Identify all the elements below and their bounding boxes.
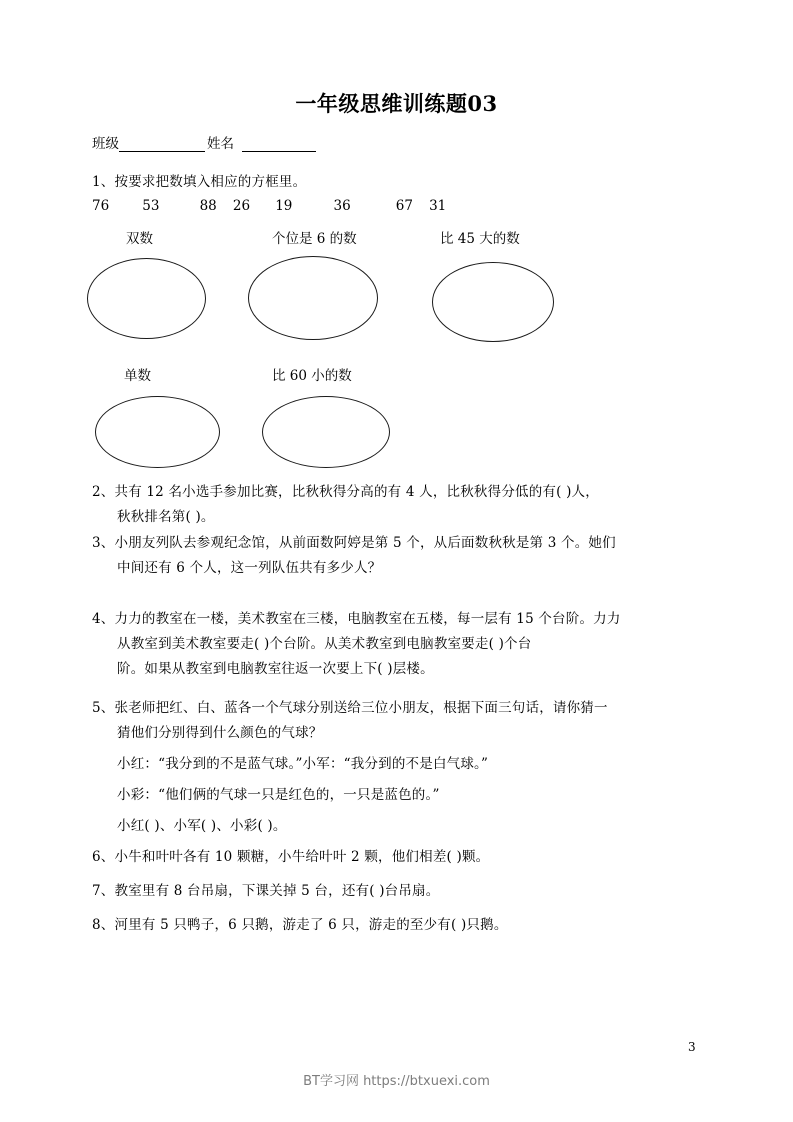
site-watermark: BT学习网 https://btxuexi.com	[303, 1074, 490, 1089]
question-4-line-1: 4、力力的教室在一楼，美术教室在三楼，电脑教室在五楼，每一层有 15 个台阶。力力	[92, 611, 621, 627]
answer-oval-greater-than-45[interactable]	[432, 262, 554, 342]
number-item: 26	[232, 198, 251, 214]
page-title: 一年级思维训练题03	[295, 91, 498, 116]
question-5-statement-xiaocai: 小彩：“他们俩的气球一只是红色的，一只是蓝色的。”	[117, 787, 440, 803]
question-5-answer-blanks[interactable]: 小红( )、小军( )、小彩( )。	[117, 818, 287, 834]
category-label-odd-numbers: 单数	[124, 368, 151, 384]
question-5-line-2: 猜他们分别得到什么颜色的气球？	[117, 725, 323, 741]
question-2	[92, 480, 599, 530]
question-5-line-1: 5、张老师把红、白、蓝各一个气球分别送给三位小朋友，根据下面三句话，请你猜一	[92, 700, 608, 716]
question-3-line-1: 3、小朋友列队去参观纪念馆，从前面数阿婷是第 5 个，从后面数秋秋是第 3 个。她们	[92, 535, 616, 551]
question-2-line-1: 2、共有 12 名小选手参加比赛，比秋秋得分高的有 4 人，比秋秋得分低的有( )人，	[92, 484, 599, 500]
answer-oval-less-than-60[interactable]	[262, 396, 390, 468]
question-6: 6、小牛和叶叶各有 10 颗糖，小牛给叶叶 2 颗，他们相差( )颗。	[92, 849, 490, 865]
answer-oval-ones-digit-6[interactable]	[248, 256, 378, 340]
question-4	[92, 607, 621, 682]
number-item: 19	[275, 198, 293, 214]
number-item: 67	[395, 198, 413, 214]
answer-oval-odd-numbers[interactable]	[95, 396, 220, 468]
number-item: 76	[92, 198, 110, 214]
class-label: 班级	[92, 136, 119, 152]
question-2-line-2: 秋秋排名第( )。	[117, 509, 215, 525]
question-5-statement-xiaohong-xiaojun: 小红：“我分到的不是蓝气球。”小军：“我分到的不是白气球。”	[117, 756, 489, 772]
name-blank-field[interactable]	[242, 139, 316, 152]
category-label-ones-digit-6: 个位是 6 的数	[272, 231, 357, 247]
answer-oval-even-numbers[interactable]	[87, 258, 206, 339]
question-3	[92, 531, 616, 581]
question-4-line-3: 阶。如果从教室到电脑教室往返一次要上下( )层楼。	[117, 661, 434, 677]
student-info-row	[92, 138, 316, 152]
question-8: 8、河里有 5 只鸭子，6 只鹅，游走了 6 只，游走的至少有( )只鹅。	[92, 917, 508, 933]
category-label-less-than-60: 比 60 小的数	[272, 368, 352, 384]
page-number: 3	[688, 1040, 696, 1054]
name-label: 姓名	[207, 136, 234, 152]
question-7: 7、教室里有 8 台吊扇，下课关掉 5 台，还有( )台吊扇。	[92, 883, 440, 899]
class-blank-field[interactable]	[119, 139, 205, 152]
question-1-number-list	[92, 198, 446, 214]
category-label-even-numbers: 双数	[126, 231, 153, 247]
question-5	[92, 696, 608, 839]
number-item: 36	[333, 198, 351, 214]
question-1-prompt: 1、按要求把数填入相应的方框里。	[92, 174, 307, 190]
number-item: 88	[199, 198, 217, 214]
number-item: 53	[142, 198, 160, 214]
number-item: 31	[429, 198, 447, 214]
category-label-greater-than-45: 比 45 大的数	[440, 231, 520, 247]
question-4-line-2: 从教室到美术教室要走( )个台阶。从美术教室到电脑教室要走( )个台	[117, 636, 532, 652]
question-3-line-2: 中间还有 6 个人，这一列队伍共有多少人？	[117, 560, 382, 576]
